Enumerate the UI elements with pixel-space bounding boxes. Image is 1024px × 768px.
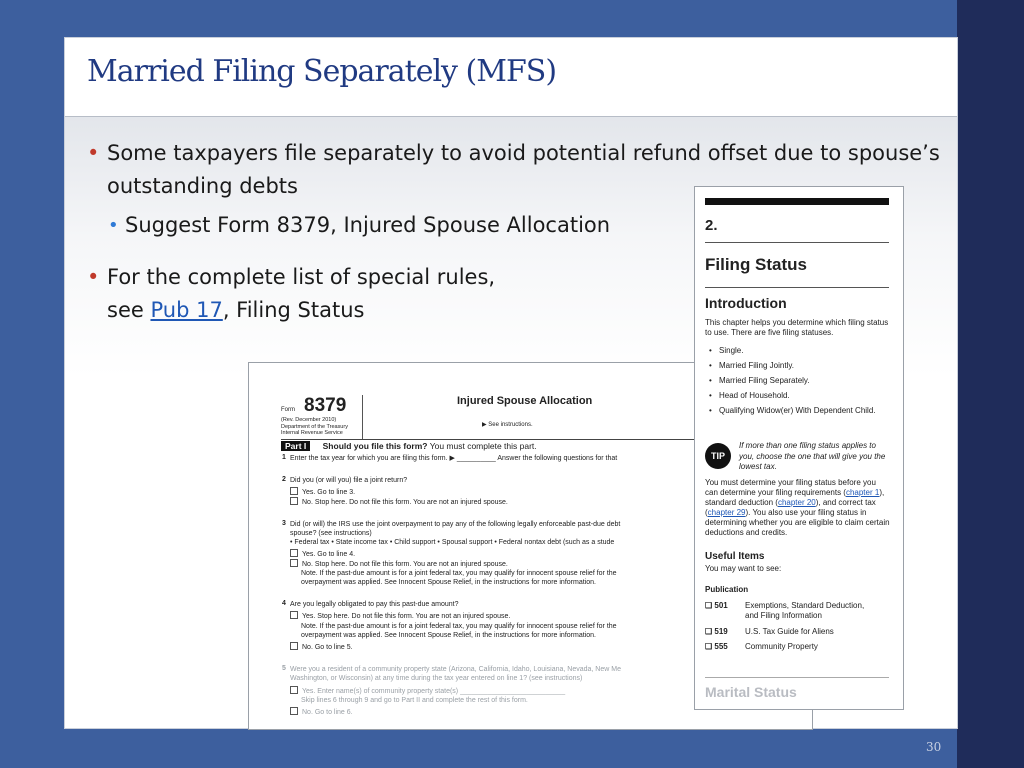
option-text: Yes. Go to line 3. [302,489,356,496]
intro-heading: Introduction [705,295,787,311]
chapter-top-bar [705,198,889,205]
form-line-5-yes [290,686,565,696]
checkbox [290,497,298,505]
list-item: • Married Filing Separately. [709,373,889,388]
option-text: No. Go to line 6. [302,709,353,716]
form-line-3-no [290,559,508,569]
part-question: Should you file this form? [322,441,428,451]
pub-number: ❑ 555 [705,642,728,651]
sub-bullet-form-8379 [108,209,610,242]
form-line-3c: • Federal tax • State income tax • Child support • Spousal support • Federal nontax debt (such as a stude [290,539,615,546]
filing-status-list [709,343,889,416]
checkbox [290,487,298,495]
pub-17-link[interactable]: Pub 17 [150,298,223,322]
form-line-3-note2: overpayment was applied. See Innocent Spouse Relief, in the instructions for more information. [301,579,596,586]
form-see-instructions: ▶ See instructions. [482,422,533,428]
must-determine-text [705,478,891,538]
publication-item [705,601,864,611]
publication-label: Publication [705,585,749,594]
form-line-2: Did you (or will you) file a joint return? [290,477,408,484]
useful-items-heading: Useful Items [705,551,765,562]
form-rev-date: (Rev. December 2010) [281,417,337,423]
chapter-number: 2. [705,217,718,234]
bullet-see-text: see [107,298,151,322]
right-decorative-band [957,0,1024,768]
form-line-4-yes [290,611,510,621]
checkbox [290,611,298,619]
form-line-4-note: Note. If the past-due amount is for a joint federal tax, you may qualify for innocent spouse relief for the [301,623,617,630]
checkbox [290,549,298,557]
intro-text: This chapter helps you determine which filing status to use. There are five filing statuses. [705,318,889,337]
form-line-2-no [290,497,508,507]
publication-item [705,627,834,637]
list-item: • Head of Household. [709,388,889,403]
line-number: 1 [282,454,286,461]
form-revision [281,417,361,437]
option-text: No. Go to line 5. [302,644,353,651]
pub-number: ❑ 501 [705,601,728,610]
form-line-3-note: Note. If the past-due amount is for a joint federal tax, you may qualify for innocent spouse relief for the [301,570,617,577]
option-text: Yes. Stop here. Do not file this form. You are not an injured spouse. [302,613,511,620]
pub-title: Community Property [745,642,818,651]
form-title: Injured Spouse Allocation [457,395,593,407]
slide-title: Married Filing Separately (MFS) [87,54,557,89]
form-line-5b: Washington, or Wisconsin) at any time during the tax year entered on line 1? (see instructions) [290,675,583,682]
rule [705,242,889,243]
checkbox [290,642,298,650]
form-line-4-note2: overpayment was applied. See Innocent Spouse Relief, in the instructions for more information. [301,632,596,639]
line-number: 5 [282,665,286,672]
line-number: 4 [282,600,286,607]
form-line-2-yes [290,487,355,497]
form-number: 8379 [304,395,347,416]
bullet-after-text: , Filing Status [222,298,365,322]
form-line-4: Are you legally obligated to pay this past-due amount? [290,601,459,608]
line-number: 2 [282,476,286,483]
pub-title: U.S. Tax Guide for Aliens [745,627,834,636]
title-bar [65,38,957,117]
page-number: 30 [926,740,942,754]
useful-items-sub: You may want to see: [705,564,782,573]
line-number: 3 [282,520,286,527]
chapter-1-link[interactable]: chapter 1 [845,488,880,497]
pub-17-page-image [694,186,904,710]
marital-status-heading: Marital Status [705,684,797,700]
rule [705,677,889,678]
bullet-marker: • [87,141,100,165]
chapter-heading: Filing Status [705,255,807,274]
text-run: ), standard deduction ( [705,488,885,507]
form-line-3: Did (or will) the IRS use the joint overpayment to pay any of the following legally enforceable past-due debt [290,521,621,528]
text-run: ). You also use your filing status in determining whether you are eligible to claim certain deductions and credits. [705,508,890,537]
option-text: No. Stop here. Do not file this form. You are not an injured spouse. [302,499,508,506]
form-line-4-no [290,642,353,652]
publication-item-cont: and Filing Information [745,611,822,620]
option-text: Yes. Go to line 4. [302,551,356,558]
form-label: Form [281,407,295,413]
form-line-1: Enter the tax year for which you are filing this form. ▶ __________ Answer the following questions for that [290,455,618,462]
form-divider [362,395,363,439]
part-note: You must complete this part. [429,441,537,451]
sub-bullet-marker: • [108,215,119,236]
form-line-5: Were you a resident of a community property state (Arizona, California, Idaho, Louisiana, Nevada, New Me [290,666,621,673]
bullet-text: Some taxpayers file separately to avoid potential refund offset due to spouse’s outstanding debts [107,141,940,198]
bullet-special-rules [87,261,627,327]
option-text: Yes. Enter name(s) of community property state(s) ___________________________ [302,688,566,695]
chapter-29-link[interactable]: chapter 29 [707,508,746,517]
text-run: You must determine your filing status before you can determine your filing requirements ( [705,478,876,497]
rule [705,287,889,288]
bullet-marker: • [87,265,100,289]
checkbox [290,686,298,694]
form-line-5-no [290,707,353,717]
option-text: No. Stop here. Do not file this form. You are not an injured spouse. [302,561,508,568]
checkbox [290,707,298,715]
pub-title: Exemptions, Standard Deduction, [745,601,865,610]
publication-item [705,642,818,652]
form-line-5-skip: Skip lines 6 through 9 and go to Part II and complete the rest of this form. [301,697,528,704]
tip-text: If more than one filing status applies to you, choose the one that will give you the lowest tax. [739,441,886,471]
chapter-20-link[interactable]: chapter 20 [777,498,816,507]
part-label: Part I [281,441,310,451]
form-dept: Department of the Treasury [281,423,348,430]
checkbox [290,559,298,567]
form-irs: Internal Revenue Service [281,430,343,436]
pub-number: ❑ 519 [705,627,728,636]
sub-bullet-text: Suggest Form 8379, Injured Spouse Allocation [125,213,611,237]
list-item: • Qualifying Widow(er) With Dependent Child. [709,403,889,416]
text-run: ), and correct tax ( [705,498,876,517]
form-line-3-yes [290,549,355,559]
list-item: • Single. [709,343,889,358]
form-line-3b: spouse? (see instructions) [290,530,372,537]
list-item: • Married Filing Jointly. [709,358,889,373]
bullet-text: For the complete list of special rules, [107,265,496,289]
tip-icon: TIP [705,443,731,469]
